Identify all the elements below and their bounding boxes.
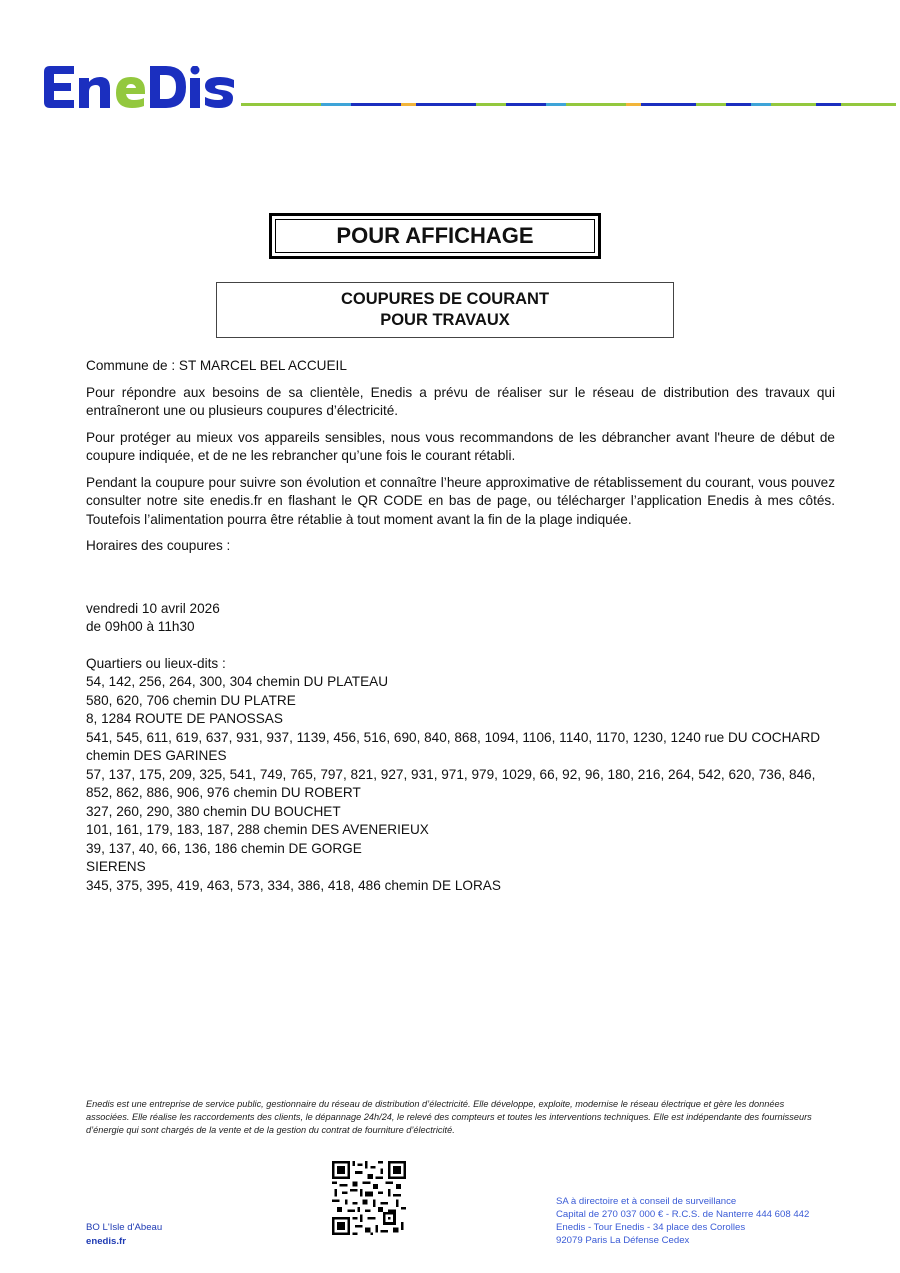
list-item: 541, 545, 611, 619, 637, 931, 937, 1139, 456, 516, 690, 840, 868, 1094, 1106, 1140, 1170, 1230, 1240 rue DU COCHARD	[86, 729, 821, 745]
horaires-label: Horaires des coupures :	[86, 538, 231, 553]
list-item: chemin DES GARINES	[86, 748, 227, 763]
paragraph-besoins: Pour répondre aux besoins de sa clientèle, Enedis a prévu de réaliser sur le réseau de distribution des travaux qui entraîneront une ou plusieurs coupures d’électricité.	[86, 384, 835, 418]
list-item: SIERENS	[86, 859, 146, 874]
qr-code[interactable]	[332, 1161, 406, 1235]
paragraph-appareils: Pour protéger au mieux vos appareils sensibles, nous vous recommandons de les débrancher avant l'heure de début de coupure indiquée, et de ne les rebrancher qu’une fois le courant rétabli.	[86, 429, 835, 463]
list-item: 8, 1284 ROUTE DE PANOSSAS	[86, 711, 283, 726]
list-item: 345, 375, 395, 419, 463, 573, 334, 386, 418, 486 chemin DE LORAS	[86, 877, 501, 893]
affichage-title: POUR AFFICHAGE	[275, 219, 595, 253]
quartiers-label: Quartiers ou lieux-dits :	[86, 655, 226, 671]
footer-office	[86, 1221, 162, 1249]
office-name: BO L'Isle d'Abeau	[86, 1222, 163, 1233]
coupures-box	[216, 282, 674, 338]
enedis-logo	[44, 66, 234, 108]
legal-line: SA à directoire et à conseil de surveillance	[556, 1196, 737, 1207]
coupures-title-line2: POUR TRAVAUX	[380, 311, 510, 329]
coupures-title-line1: COUPURES DE COURANT	[340, 290, 550, 308]
paragraph-suivi: Pendant la coupure pour suivre son évolution et connaître l’heure approximative de rétablissement du courant, vous pouvez consulter notre site enedis.fr en flashant le QR CODE en bas de page, ou télécharger l’application Enedis à mes côtés. Toutefois l’alimentation pourra être rétablie à tout moment avant la fin de la plage indiquée.	[86, 474, 835, 527]
list-item: 101, 161, 179, 183, 187, 288 chemin DES AVENERIEUX	[86, 822, 429, 837]
list-item: 327, 260, 290, 380 chemin DU BOUCHET	[86, 803, 341, 819]
affichage-box	[269, 213, 601, 259]
list-item: 57, 137, 175, 209, 325, 541, 749, 765, 797, 821, 927, 931, 971, 979, 1029, 66, 92, 96, 180, 216, 264, 542, 620, 736, 846, 852, 862, 886, 906, 976 chemin DU ROBERT	[86, 766, 816, 800]
list-item: 39, 137, 40, 66, 136, 186 chemin DE GORGE	[86, 840, 362, 856]
legal-line: Enedis - Tour Enedis - 34 place des Corolles	[556, 1222, 746, 1233]
commune-line: Commune de : ST MARCEL BEL ACCUEIL	[86, 358, 347, 373]
header-color-rule	[241, 103, 896, 106]
list-item: 580, 620, 706 chemin DU PLATRE	[86, 692, 296, 708]
list-item: 54, 142, 256, 264, 300, 304 chemin DU PLATEAU	[86, 674, 389, 689]
footer-legal	[556, 1195, 809, 1247]
legal-line: Capital de 270 037 000 € - R.C.S. de Nanterre 444 608 442	[556, 1209, 810, 1220]
outage-date: vendredi 10 avril 2026	[86, 600, 220, 616]
notice-body	[86, 357, 835, 895]
legal-line: 92079 Paris La Défense Cedex	[556, 1235, 690, 1246]
footer-note: Enedis est une entreprise de service public, gestionnaire du réseau de distribution d’électricité. Elle développe, exploite, modernise le réseau électrique et gère les données associées. Elle réalise les raccordements des clients, le dépannage 24h/24, le relevé des compteurs et toutes les interventions techniques. Elle est indépendante des fournisseurs d’énergie qui sont chargés de la vente et de la gestion du contrat de fourniture d’électricité.	[86, 1099, 812, 1135]
quartiers-list	[86, 673, 835, 895]
outage-time: de 09h00 à 11h30	[86, 619, 195, 634]
website-link[interactable]: enedis.fr	[86, 1236, 126, 1247]
